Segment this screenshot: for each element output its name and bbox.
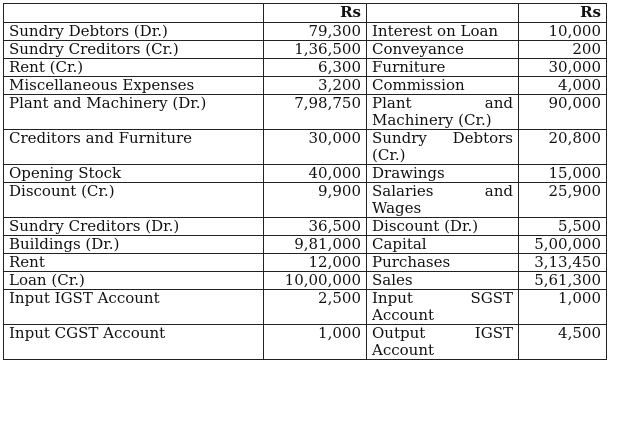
account-left: Miscellaneous Expenses [4, 77, 264, 95]
ledger-table [3, 3, 607, 360]
account-right: Furniture [367, 59, 519, 77]
account-right: Purchases [367, 254, 519, 272]
amount-left: 40,000 [264, 165, 367, 183]
amount-right: 25,900 [519, 183, 607, 218]
account-right: Output IGST Account [367, 325, 519, 360]
amount-right: 3,13,450 [519, 254, 607, 272]
account-left: Buildings (Dr.) [4, 236, 264, 254]
header-rs-1: Rs [264, 4, 367, 23]
account-left: Rent [4, 254, 264, 272]
account-right: Plant and Machinery (Cr.) [367, 95, 519, 130]
amount-left: 79,300 [264, 23, 367, 41]
table-row [4, 59, 607, 77]
amount-left: 9,900 [264, 183, 367, 218]
amount-right: 20,800 [519, 130, 607, 165]
account-right: Interest on Loan [367, 23, 519, 41]
amount-right: 200 [519, 41, 607, 59]
account-right: Commission [367, 77, 519, 95]
table-row [4, 254, 607, 272]
header-cell-blank [367, 4, 519, 23]
amount-left: 30,000 [264, 130, 367, 165]
amount-left: 9,81,000 [264, 236, 367, 254]
table-row [4, 236, 607, 254]
account-right: Capital [367, 236, 519, 254]
account-left: Loan (Cr.) [4, 272, 264, 290]
account-left: Sundry Creditors (Dr.) [4, 218, 264, 236]
account-left: Input IGST Account [4, 290, 264, 325]
account-right: Sundry Debtors (Cr.) [367, 130, 519, 165]
amount-left: 1,000 [264, 325, 367, 360]
account-left: Creditors and Furniture [4, 130, 264, 165]
amount-right: 5,500 [519, 218, 607, 236]
table-row [4, 183, 607, 218]
amount-left: 7,98,750 [264, 95, 367, 130]
amount-right: 15,000 [519, 165, 607, 183]
account-right: Sales [367, 272, 519, 290]
amount-left: 2,500 [264, 290, 367, 325]
account-right: Drawings [367, 165, 519, 183]
amount-left: 10,00,000 [264, 272, 367, 290]
amount-left: 1,36,500 [264, 41, 367, 59]
amount-right: 5,61,300 [519, 272, 607, 290]
table-row [4, 23, 607, 41]
account-right: Salaries and Wages [367, 183, 519, 218]
amount-left: 6,300 [264, 59, 367, 77]
account-left: Sundry Creditors (Cr.) [4, 41, 264, 59]
amount-right: 4,500 [519, 325, 607, 360]
amount-right: 30,000 [519, 59, 607, 77]
table-row [4, 325, 607, 360]
header-row [4, 4, 607, 23]
amount-right: 1,000 [519, 290, 607, 325]
amount-right: 10,000 [519, 23, 607, 41]
table-row [4, 130, 607, 165]
amount-left: 3,200 [264, 77, 367, 95]
header-rs-2: Rs [519, 4, 607, 23]
header-cell-blank [4, 4, 264, 23]
account-left: Discount (Cr.) [4, 183, 264, 218]
table-row [4, 77, 607, 95]
amount-right: 5,00,000 [519, 236, 607, 254]
table-row [4, 218, 607, 236]
account-left: Opening Stock [4, 165, 264, 183]
table-row [4, 272, 607, 290]
table-row [4, 290, 607, 325]
account-right: Conveyance [367, 41, 519, 59]
account-left: Sundry Debtors (Dr.) [4, 23, 264, 41]
account-left: Plant and Machinery (Dr.) [4, 95, 264, 130]
amount-left: 36,500 [264, 218, 367, 236]
amount-right: 4,000 [519, 77, 607, 95]
table-row [4, 95, 607, 130]
table-row [4, 165, 607, 183]
account-left: Rent (Cr.) [4, 59, 264, 77]
account-right: Discount (Dr.) [367, 218, 519, 236]
account-right: Input SGST Account [367, 290, 519, 325]
account-left: Input CGST Account [4, 325, 264, 360]
table-row [4, 41, 607, 59]
amount-right: 90,000 [519, 95, 607, 130]
amount-left: 12,000 [264, 254, 367, 272]
